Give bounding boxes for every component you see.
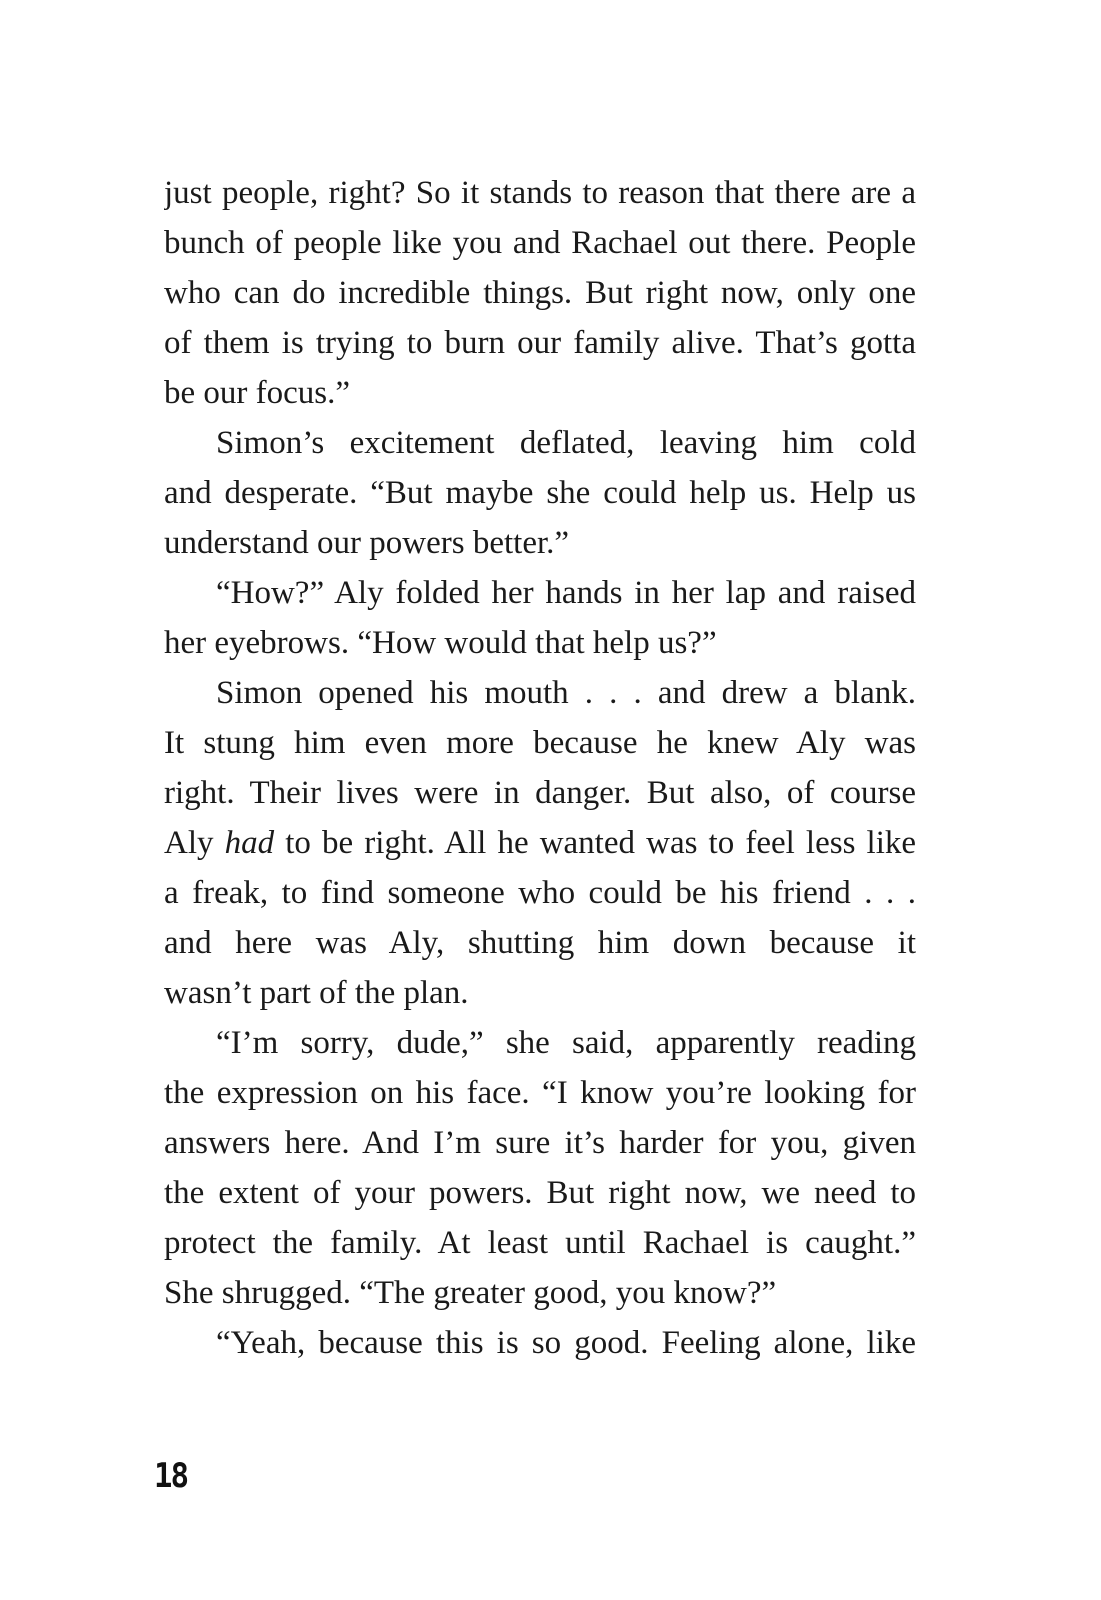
- text-line: the expression on his face. “I know you’re looking for: [164, 1075, 916, 1111]
- text-line: be our focus.”: [164, 375, 351, 411]
- text-line: right. Their lives were in danger. But also, of course: [164, 775, 916, 811]
- text-line: “Yeah, because this is so good. Feeling alone, like: [216, 1325, 916, 1361]
- text-line: understand our powers better.”: [164, 525, 570, 561]
- text-line: just people, right? So it stands to reason that there are a: [164, 175, 916, 211]
- text-line: of them is trying to burn our family alive. That’s gotta: [164, 325, 916, 361]
- text-line: and here was Aly, shutting him down because it: [164, 925, 916, 961]
- text-line: protect the family. At least until Rachael is caught.”: [164, 1225, 916, 1261]
- text-line: the extent of your powers. But right now, we need to: [164, 1175, 916, 1211]
- body-text: [164, 168, 916, 1368]
- text-line: “I’m sorry, dude,” she said, apparently reading: [216, 1025, 916, 1061]
- text-line: answers here. And I’m sure it’s harder for you, given: [164, 1125, 916, 1161]
- text-line: her eyebrows. “How would that help us?”: [164, 625, 717, 661]
- text-line: It stung him even more because he knew Aly was: [164, 725, 916, 761]
- text-line: who can do incredible things. But right now, only one: [164, 275, 916, 311]
- text-line: Aly had to be right. All he wanted was to feel less like: [164, 825, 916, 861]
- text-line: Simon’s excitement deflated, leaving him cold: [216, 425, 916, 461]
- page-number: 18: [154, 1456, 188, 1496]
- text-line: She shrugged. “The greater good, you know?”: [164, 1275, 777, 1311]
- text-line: a freak, to find someone who could be his friend . . .: [164, 875, 916, 911]
- text-line: Simon opened his mouth . . . and drew a blank.: [216, 675, 916, 711]
- text-line: and desperate. “But maybe she could help us. Help us: [164, 475, 916, 511]
- text-line: “How?” Aly folded her hands in her lap and raised: [216, 575, 916, 611]
- emphasis-word: had: [224, 825, 275, 861]
- text-line: wasn’t part of the plan.: [164, 975, 469, 1011]
- text-line: bunch of people like you and Rachael out there. People: [164, 225, 916, 261]
